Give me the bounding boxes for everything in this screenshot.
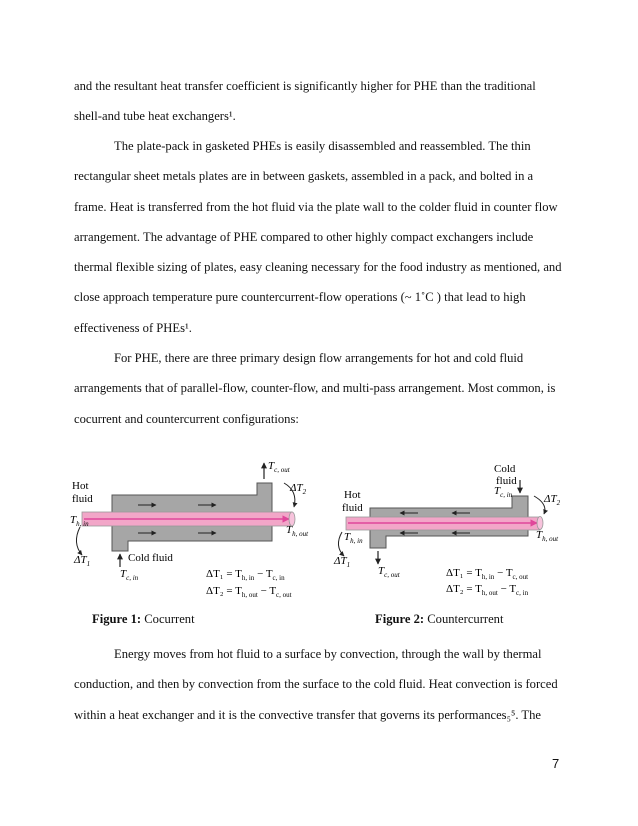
- equation-2: $\Delta T_2 = T_{h, out} - T_{c, in}$: [446, 583, 529, 597]
- paragraph-3: [74, 343, 574, 434]
- text-line: within a heat exchanger and it is the convective transfer that governs its performances₅⁵. The: [74, 707, 542, 722]
- figure-2-caption-text: Countercurrent: [424, 612, 504, 626]
- text-line: and the resultant heat transfer coefficient is significantly higher for PHE than the traditional: [74, 79, 536, 93]
- text-line: arrangement. The advantage of PHE compared to other highly compact exchangers include: [74, 229, 534, 244]
- cold-fluid-label: Cold: [494, 463, 516, 475]
- figure-1-caption-text: Cocurrent: [141, 612, 195, 626]
- hot-fluid-label-2: fluid: [72, 493, 93, 505]
- paragraph-4: [74, 639, 574, 730]
- delta-t2-label: $\Delta T_2$: [290, 482, 307, 496]
- text-line: frame. Heat is transferred from the hot fluid via the plate wall to the colder fluid in counter flow: [74, 199, 558, 214]
- figure-2-caption: [375, 612, 503, 627]
- t-h-in-label: $T_{h, in}$: [70, 514, 89, 528]
- figure-2-countercurrent-diagram: [330, 460, 570, 605]
- text-line: thermal flexible sizing of plates, easy cleaning necessary for the food industry as mentioned, and: [74, 260, 562, 275]
- page-number: 7: [552, 756, 560, 771]
- figure-2-caption-label: Figure 2:: [375, 612, 425, 626]
- equation-1: $\Delta T_1 = T_{h, in} - T_{c, out}$: [446, 567, 529, 581]
- text-line: Energy moves from hot fluid to a surface by convection, through the wall by thermal: [114, 647, 542, 661]
- figure-1-caption: [92, 612, 195, 627]
- equation-2: $\Delta T_2 = T_{h, out} - T_{c, out}$: [206, 585, 292, 599]
- hot-fluid-label: Hot: [344, 489, 361, 501]
- t-h-out-label: $T_{h, out}$: [536, 529, 559, 543]
- text-line: rectangular sheet metals plates are in between gaskets, assembled in a pack, and bolted in a: [74, 169, 534, 184]
- text-line: cocurrent and countercurrent configurations:: [74, 411, 299, 426]
- t-h-in-label: $T_{h, in}$: [344, 531, 363, 545]
- text-line: effectiveness of PHEs¹.: [74, 320, 192, 335]
- text-line: conduction, and then by convection from the surface to the cold fluid. Heat convection is forced: [74, 677, 558, 692]
- paragraph-2: [74, 131, 574, 343]
- delta-t1-label: $\Delta T_1$: [74, 554, 91, 568]
- delta-t1-label: $\Delta T_1$: [334, 555, 351, 569]
- text-line: arrangements that of parallel-flow, counter-flow, and multi-pass arrangement. Most common, is: [74, 381, 556, 396]
- text-line: The plate-pack in gasketed PHEs is easily disassembled and reassembled. The thin: [114, 139, 531, 153]
- figure-1-caption-label: Figure 1:: [92, 612, 142, 626]
- t-h-out-label: $T_{h, out}$: [286, 524, 309, 538]
- cold-fluid-label: Cold fluid: [128, 552, 173, 564]
- equation-1: $\Delta T_1 = T_{h, in} - T_{c, in}$: [206, 568, 285, 582]
- t-c-out-label: $T_{c, out}$: [378, 565, 400, 579]
- hot-fluid-label-2: fluid: [342, 502, 363, 514]
- text-line: For PHE, there are three primary design flow arrangements for hot and cold fluid: [114, 351, 524, 365]
- hot-fluid-label: Hot: [72, 480, 89, 492]
- text-line: shell-and tube heat exchangers¹.: [74, 109, 236, 124]
- delta-t2-label: $\Delta T_2$: [544, 493, 561, 507]
- figure-1-cocurrent-diagram: [72, 455, 320, 605]
- t-c-out-label: $T_{c, out}$: [268, 460, 290, 474]
- t-c-in-label: $T_{c, in}$: [120, 568, 139, 582]
- t-c-in-label: $T_{c, in}$: [494, 485, 513, 499]
- cold-fluid-label-2: fluid: [496, 475, 517, 487]
- text-line: close approach temperature pure countercurrent-flow operations (~ 1˚C ) that lead to high: [74, 290, 526, 305]
- paragraph-1: [74, 71, 574, 132]
